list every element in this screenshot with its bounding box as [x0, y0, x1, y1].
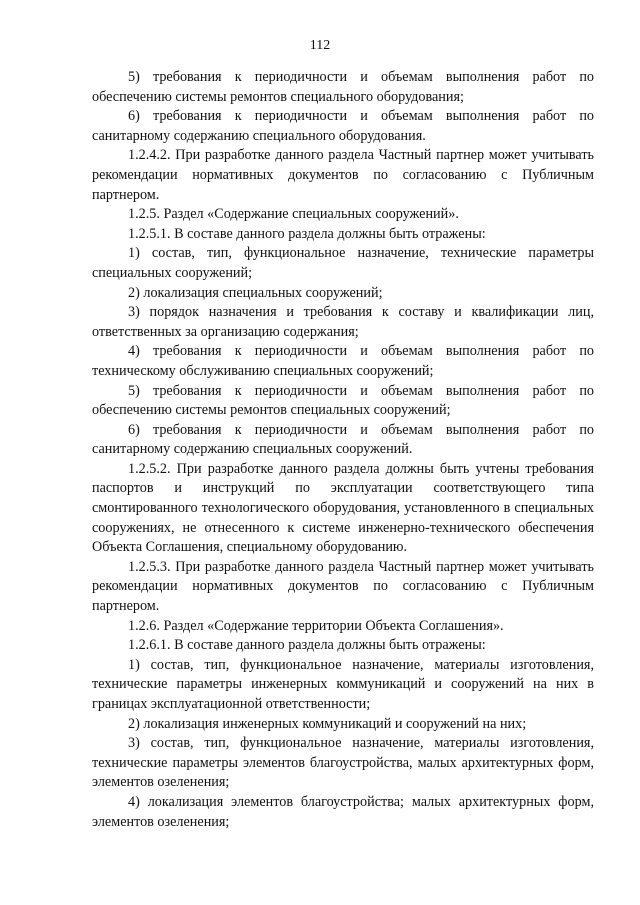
list-item: 1) состав, тип, функциональное назначение, технические параметры специальных сооружений; — [92, 245, 594, 281]
document-body — [92, 68, 594, 832]
paragraph: 5) требования к периодичности и объемам выполнения работ по обеспечению системы ремонтов специального оборудования; — [92, 69, 594, 105]
paragraph: 1.2.5.2. При разработке данного раздела должны быть учтены требования паспортов и инструкций по эксплуатации соответствующего типа смонтированного технологического оборудования, установленного в специальных сооружениях, не отнесенного к системе инженерно-технического обеспечения Объекта Соглашения, специальному оборудованию. — [92, 460, 594, 556]
list-item: 3) порядок назначения и требования к составу и квалификации лиц, ответственных за организацию содержания; — [92, 304, 594, 340]
page-number: 112 — [309, 38, 331, 53]
paragraph: 1.2.6.1. В составе данного раздела должны быть отражены: — [128, 637, 486, 654]
section-heading: 1.2.6. Раздел «Содержание территории Объекта Соглашения». — [128, 617, 504, 634]
list-item: 6) требования к периодичности и объемам выполнения работ по санитарному содержанию специальных сооружений. — [92, 421, 594, 458]
paragraph: 6) требования к периодичности и объемам выполнения работ по санитарному содержанию специального оборудования. — [92, 108, 594, 144]
list-item: 3) состав, тип, функциональное назначение, материалы изготовления, технические параметры элементов благоустройства, малых архитектурных форм, элементов озеленения; — [92, 735, 594, 791]
section-heading: 1.2.5. Раздел «Содержание специальных сооружений». — [128, 206, 459, 223]
list-item: 5) требования к периодичности и объемам выполнения работ по обеспечению системы ремонтов специальных сооружений; — [92, 382, 594, 419]
list-item: 4) локализация элементов благоустройства; малых архитектурных форм, элементов озеленения; — [92, 793, 594, 830]
list-item: 1) состав, тип, функциональное назначение, материалы изготовления, технические параметры инженерных коммуникаций и сооружений на них в границах эксплуатационной ответственности; — [92, 656, 594, 712]
list-item: 2) локализация специальных сооружений; — [128, 284, 383, 301]
list-item: 2) локализация инженерных коммуникаций и сооружений на них; — [128, 715, 527, 732]
paragraph: 1.2.5.3. При разработке данного раздела Частный партнер может учитывать рекомендации нормативных документов по согласованию с Публичным партнером. — [92, 558, 594, 615]
list-item: 4) требования к периодичности и объемам выполнения работ по техническому обслуживанию специальных сооружений; — [92, 343, 594, 379]
paragraph: 1.2.5.1. В составе данного раздела должны быть отражены: — [128, 225, 486, 242]
paragraph: 1.2.4.2. При разработке данного раздела Частный партнер может учитывать рекомендации нормативных документов по согласованию с Публичным партнером. — [92, 147, 594, 203]
